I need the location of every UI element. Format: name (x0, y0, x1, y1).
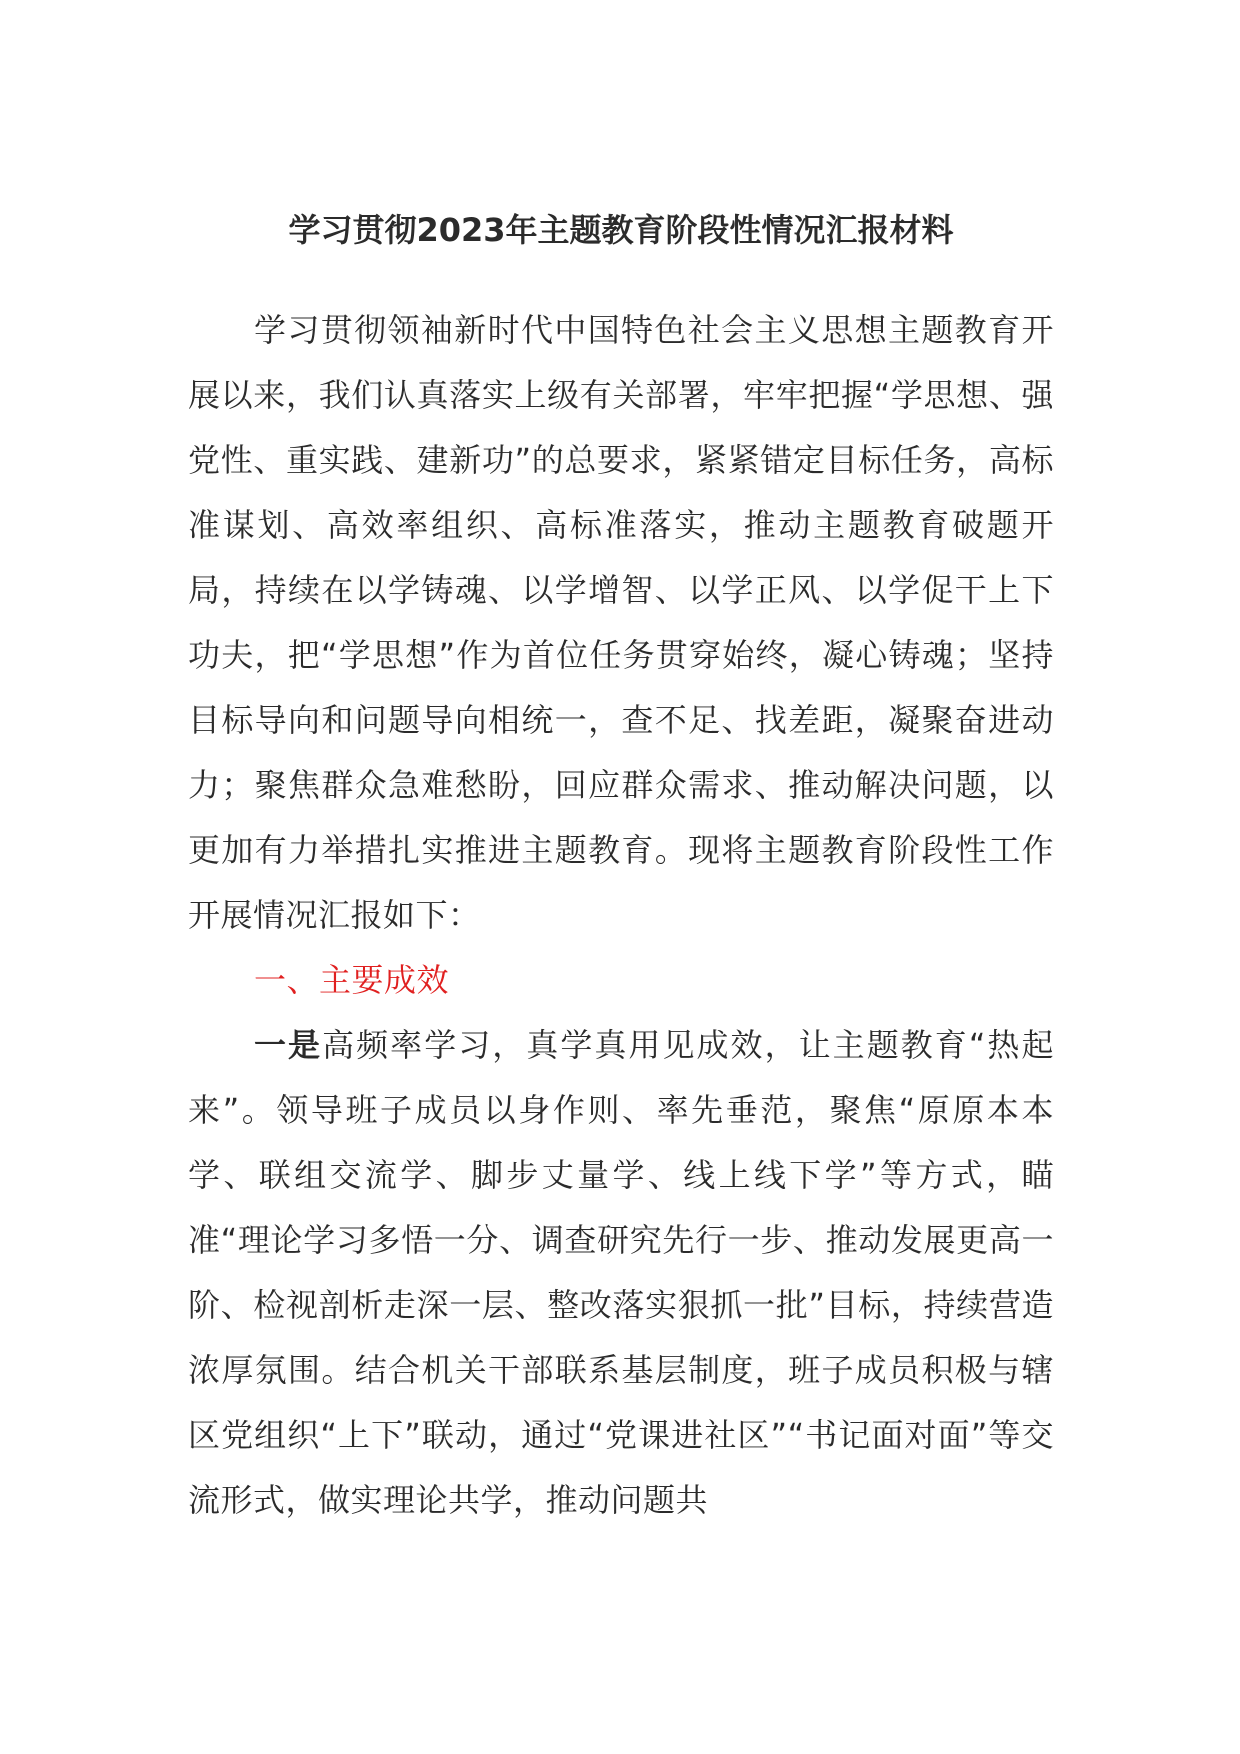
point-1-paragraph (188, 1013, 1054, 1533)
point-1-lead: 一是 (254, 1026, 323, 1064)
intro-paragraph: 学习贯彻领袖新时代中国特色社会主义思想主题教育开展以来，我们认真落实上级有关部署，牢牢把握“学思想、强党性、重实践、建新功”的总要求，紧紧错定目标任务，高标准谋划、高效率组织、高标准落实，推动主题教育破题开局，持续在以学铸魂、以学增智、以学正风、以学促干上下功夫，把“学思想”作为首位任务贯穿始终，凝心铸魂；坚持目标导向和问题导向相统一，查不足、找差距，凝聚奋进动力；聚焦群众急难愁盼，回应群众需求、推动解决问题，以更加有力举措扎实推进主题教育。现将主题教育阶段性工作开展情况汇报如下： (188, 311, 1054, 934)
section-heading-main-results: 一、主要成效 (254, 961, 450, 999)
point-1-text: 高频率学习，真学真用见成效，让主题教育“热起来”。领导班子成员以身作则、率先垂范，聚焦“原原本本学、联组交流学、脚步丈量学、线上线下学”等方式，瞄准“理论学习多悟一分、调查研究先行一步、推动发展更高一阶、检视剖析走深一层、整改落实狠抓一批”目标，持续营造浓厚氛围。结合机关干部联系基层制度，班子成员积极与辖区党组织“上下”联动，通过“党课进社区”“书记面对面”等交流形式，做实理论共学，推动问题共 (188, 1026, 1054, 1519)
document-title: 学习贯彻2023年主题教育阶段性情况汇报材料 (288, 211, 954, 249)
document-page (188, 208, 1054, 1533)
